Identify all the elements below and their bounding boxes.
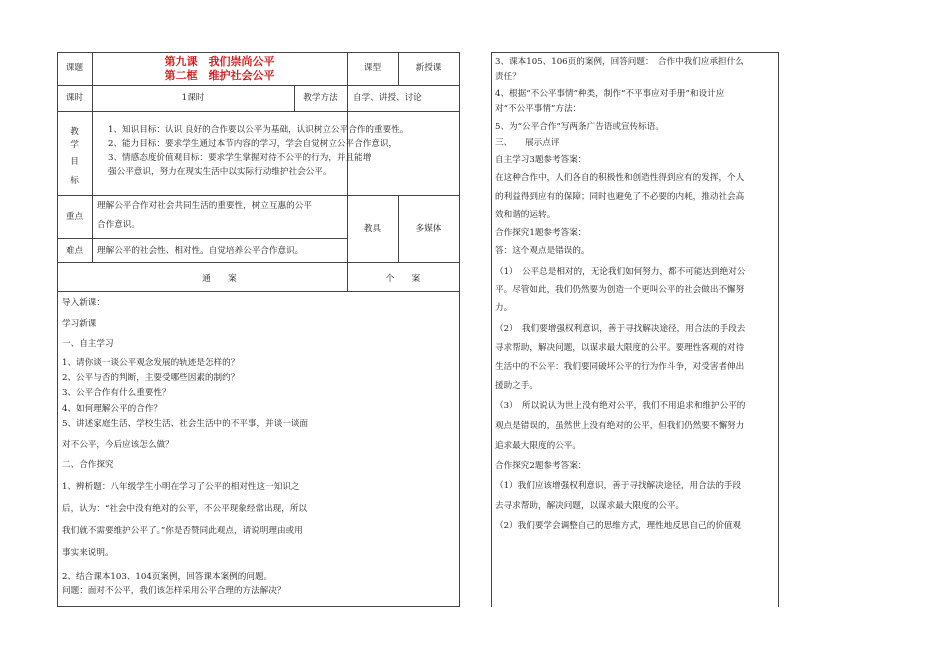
objective-line: 强公平意识，努力在现实生活中以实际行动维护社会公平。 bbox=[108, 167, 332, 177]
body-line: 5、为“公平合作”写两条广告语或宣传标语。 bbox=[495, 122, 664, 132]
body-line: 答：这个观点是错误的。 bbox=[495, 246, 590, 256]
teaching-method-value: 自学、讲授、讨论 bbox=[353, 93, 422, 103]
table-border bbox=[459, 52, 460, 607]
table-border bbox=[57, 52, 460, 53]
table-rule bbox=[92, 52, 93, 263]
body-line: 追求最大限度的公平。 bbox=[495, 441, 581, 451]
body-line: （2）我们要学会调整自己的思维方式，理性地反思自己的价值观 bbox=[495, 521, 742, 531]
key-point-line: 合作意识。 bbox=[97, 220, 140, 230]
body-line: 力。 bbox=[495, 303, 513, 313]
body-line: 事实来说明。 bbox=[62, 548, 114, 558]
body-line: （3） 所以说认为世上没有绝对公平，我们不用追求和维护公平的 bbox=[495, 401, 746, 411]
body-line: 援助之手。 bbox=[495, 381, 538, 391]
column-border bbox=[491, 52, 492, 607]
individual-plan-header: 个 案 bbox=[385, 274, 421, 284]
table-border bbox=[57, 606, 460, 607]
body-line: 效和谐的运转。 bbox=[495, 210, 556, 220]
objective-line: 1、知识目标：认识 良好的合作要以公平为基础，认识树立公平合作的重要性。 bbox=[108, 125, 409, 135]
column-border bbox=[778, 52, 779, 607]
body-line: 我们就不需要维护公平了。”你是否赞同此观点，请说明理由或用 bbox=[62, 526, 303, 536]
objectives-label-char: 教 bbox=[70, 127, 79, 137]
objective-line: 3、情感态度价值观目标：要求学生掌握对待不公平的行为，并且能增 bbox=[108, 153, 372, 163]
body-line: 在这种合作中，人们各自的积极性和创造性得到应有的发挥，个人 bbox=[495, 173, 745, 183]
class-hours-value: 1课时 bbox=[181, 93, 205, 103]
lesson-title-line2: 第二框 维护社会公平 bbox=[164, 69, 275, 82]
teaching-aids-label: 教具 bbox=[363, 224, 382, 234]
teaching-method-label: 教学方法 bbox=[303, 93, 338, 103]
body-line: 观点是错误的，虽然世上没有绝对的公平，但我们仍然要不懈努力 bbox=[495, 421, 745, 431]
teaching-aids-value: 多媒体 bbox=[415, 224, 442, 234]
body-line: 3、公平合作有什么重要性？ bbox=[62, 388, 171, 398]
lesson-title-label: 课题 bbox=[65, 63, 84, 73]
body-line: 自主学习3题参考答案： bbox=[495, 155, 587, 165]
key-point-label: 重点 bbox=[65, 212, 84, 222]
body-line: （2） 我们要增强权利意识，善于寻找解决途径，用合法的手段去 bbox=[495, 324, 746, 334]
body-line: 3、课本105、106页的案例，回答问题： 合作中我们应承担什么 bbox=[495, 57, 744, 67]
body-line: 一、自主学习 bbox=[62, 339, 114, 349]
body-line: 三、 展示点评 bbox=[495, 138, 560, 148]
body-line: （1） 公平总是相对的，无论我们如何努力，都不可能达到绝对公 bbox=[495, 267, 746, 277]
body-line: 问题：面对不公平，我们该怎样采用公平合理的方法解决？ bbox=[62, 586, 286, 596]
body-line: 学习新课 bbox=[62, 319, 97, 329]
body-line: 寻求帮助，解决问题，以谋求最大限度的公平。要理性客观的对待 bbox=[495, 343, 745, 353]
body-line: 对“不公平事情”方法： bbox=[495, 104, 582, 114]
objectives-label-char: 标 bbox=[70, 176, 79, 186]
body-line: 合作探究2题参考答案： bbox=[495, 461, 587, 471]
body-line: 合作探究1题参考答案： bbox=[495, 228, 587, 238]
body-line: 后，认为：“社会中没有绝对的公平，不公平现象经常出现，所以 bbox=[62, 504, 308, 514]
key-point-line: 理解公平合作对社会共同生活的重要性，树立互惠的公平 bbox=[97, 201, 312, 211]
body-line: 2、结合课本103、104页案例，回答课本案例的问题。 bbox=[62, 572, 273, 582]
lesson-type-value: 新授课 bbox=[415, 63, 442, 73]
body-line: 对不公平，今后应该怎么做？ bbox=[62, 440, 174, 450]
lesson-title-line1: 第九课 我们崇尚公平 bbox=[164, 55, 275, 68]
body-line: （1）我们应该增强权利意识，善于寻找解决途径，用合法的手段 bbox=[495, 481, 742, 491]
table-rule bbox=[347, 52, 348, 292]
body-line: 责任？ bbox=[495, 72, 521, 82]
body-line: 去寻求帮助，解决问题，以谋求最大限度的公平。 bbox=[495, 501, 685, 511]
table-rule bbox=[57, 238, 347, 239]
table-rule bbox=[57, 291, 460, 292]
body-line: 4、根据“不公平事情”种类，制作“不平事应对手册”和设计应 bbox=[495, 89, 725, 99]
column-border bbox=[491, 52, 779, 53]
objectives-label-char: 学 bbox=[70, 140, 79, 150]
table-rule bbox=[57, 262, 460, 263]
body-line: 1、请你谈一谈公平观念发展的轨迹是怎样的？ bbox=[62, 358, 240, 368]
body-line: 平。尽管如此，我们仍然要为创造一个更叫公平的社会做出不懈努 bbox=[495, 285, 745, 295]
body-line: 二、合作探究 bbox=[62, 460, 114, 470]
objectives-label-char: 目 bbox=[70, 157, 79, 167]
body-line: 1、辨析题：八年级学生小明在学习了公平的相对性这一知识之 bbox=[62, 482, 300, 492]
objective-line: 2、能力目标：要求学生通过本节内容的学习，学会自觉树立公平合作意识， bbox=[108, 139, 398, 149]
body-line: 4、如何理解公平的合作？ bbox=[62, 404, 162, 414]
table-rule bbox=[57, 111, 460, 112]
table-rule bbox=[57, 85, 460, 86]
body-line: 5、讲述家庭生活、学校生活、社会生活中的不平事，并谈一谈面 bbox=[62, 419, 309, 429]
class-hours-label: 课时 bbox=[65, 93, 84, 103]
body-line: 2、公平与否的判断，主要受哪些因素的制约？ bbox=[62, 373, 240, 383]
body-line: 的利益得到应有的保障；同时也避免了不必要的内耗，推动社会高 bbox=[495, 192, 745, 202]
general-plan-header: 通 案 bbox=[202, 274, 237, 284]
body-line: 导入新课： bbox=[62, 298, 105, 308]
table-rule bbox=[57, 195, 460, 196]
difficulty-text: 理解公平的社会性、相对性。自觉培养公平合作意识。 bbox=[97, 246, 304, 256]
difficulty-label: 难点 bbox=[65, 246, 84, 256]
body-line: 生活中的不公平：我们要同破坏公平的行为作斗争，对受害者伸出 bbox=[495, 362, 745, 372]
lesson-type-label: 课型 bbox=[363, 63, 382, 73]
